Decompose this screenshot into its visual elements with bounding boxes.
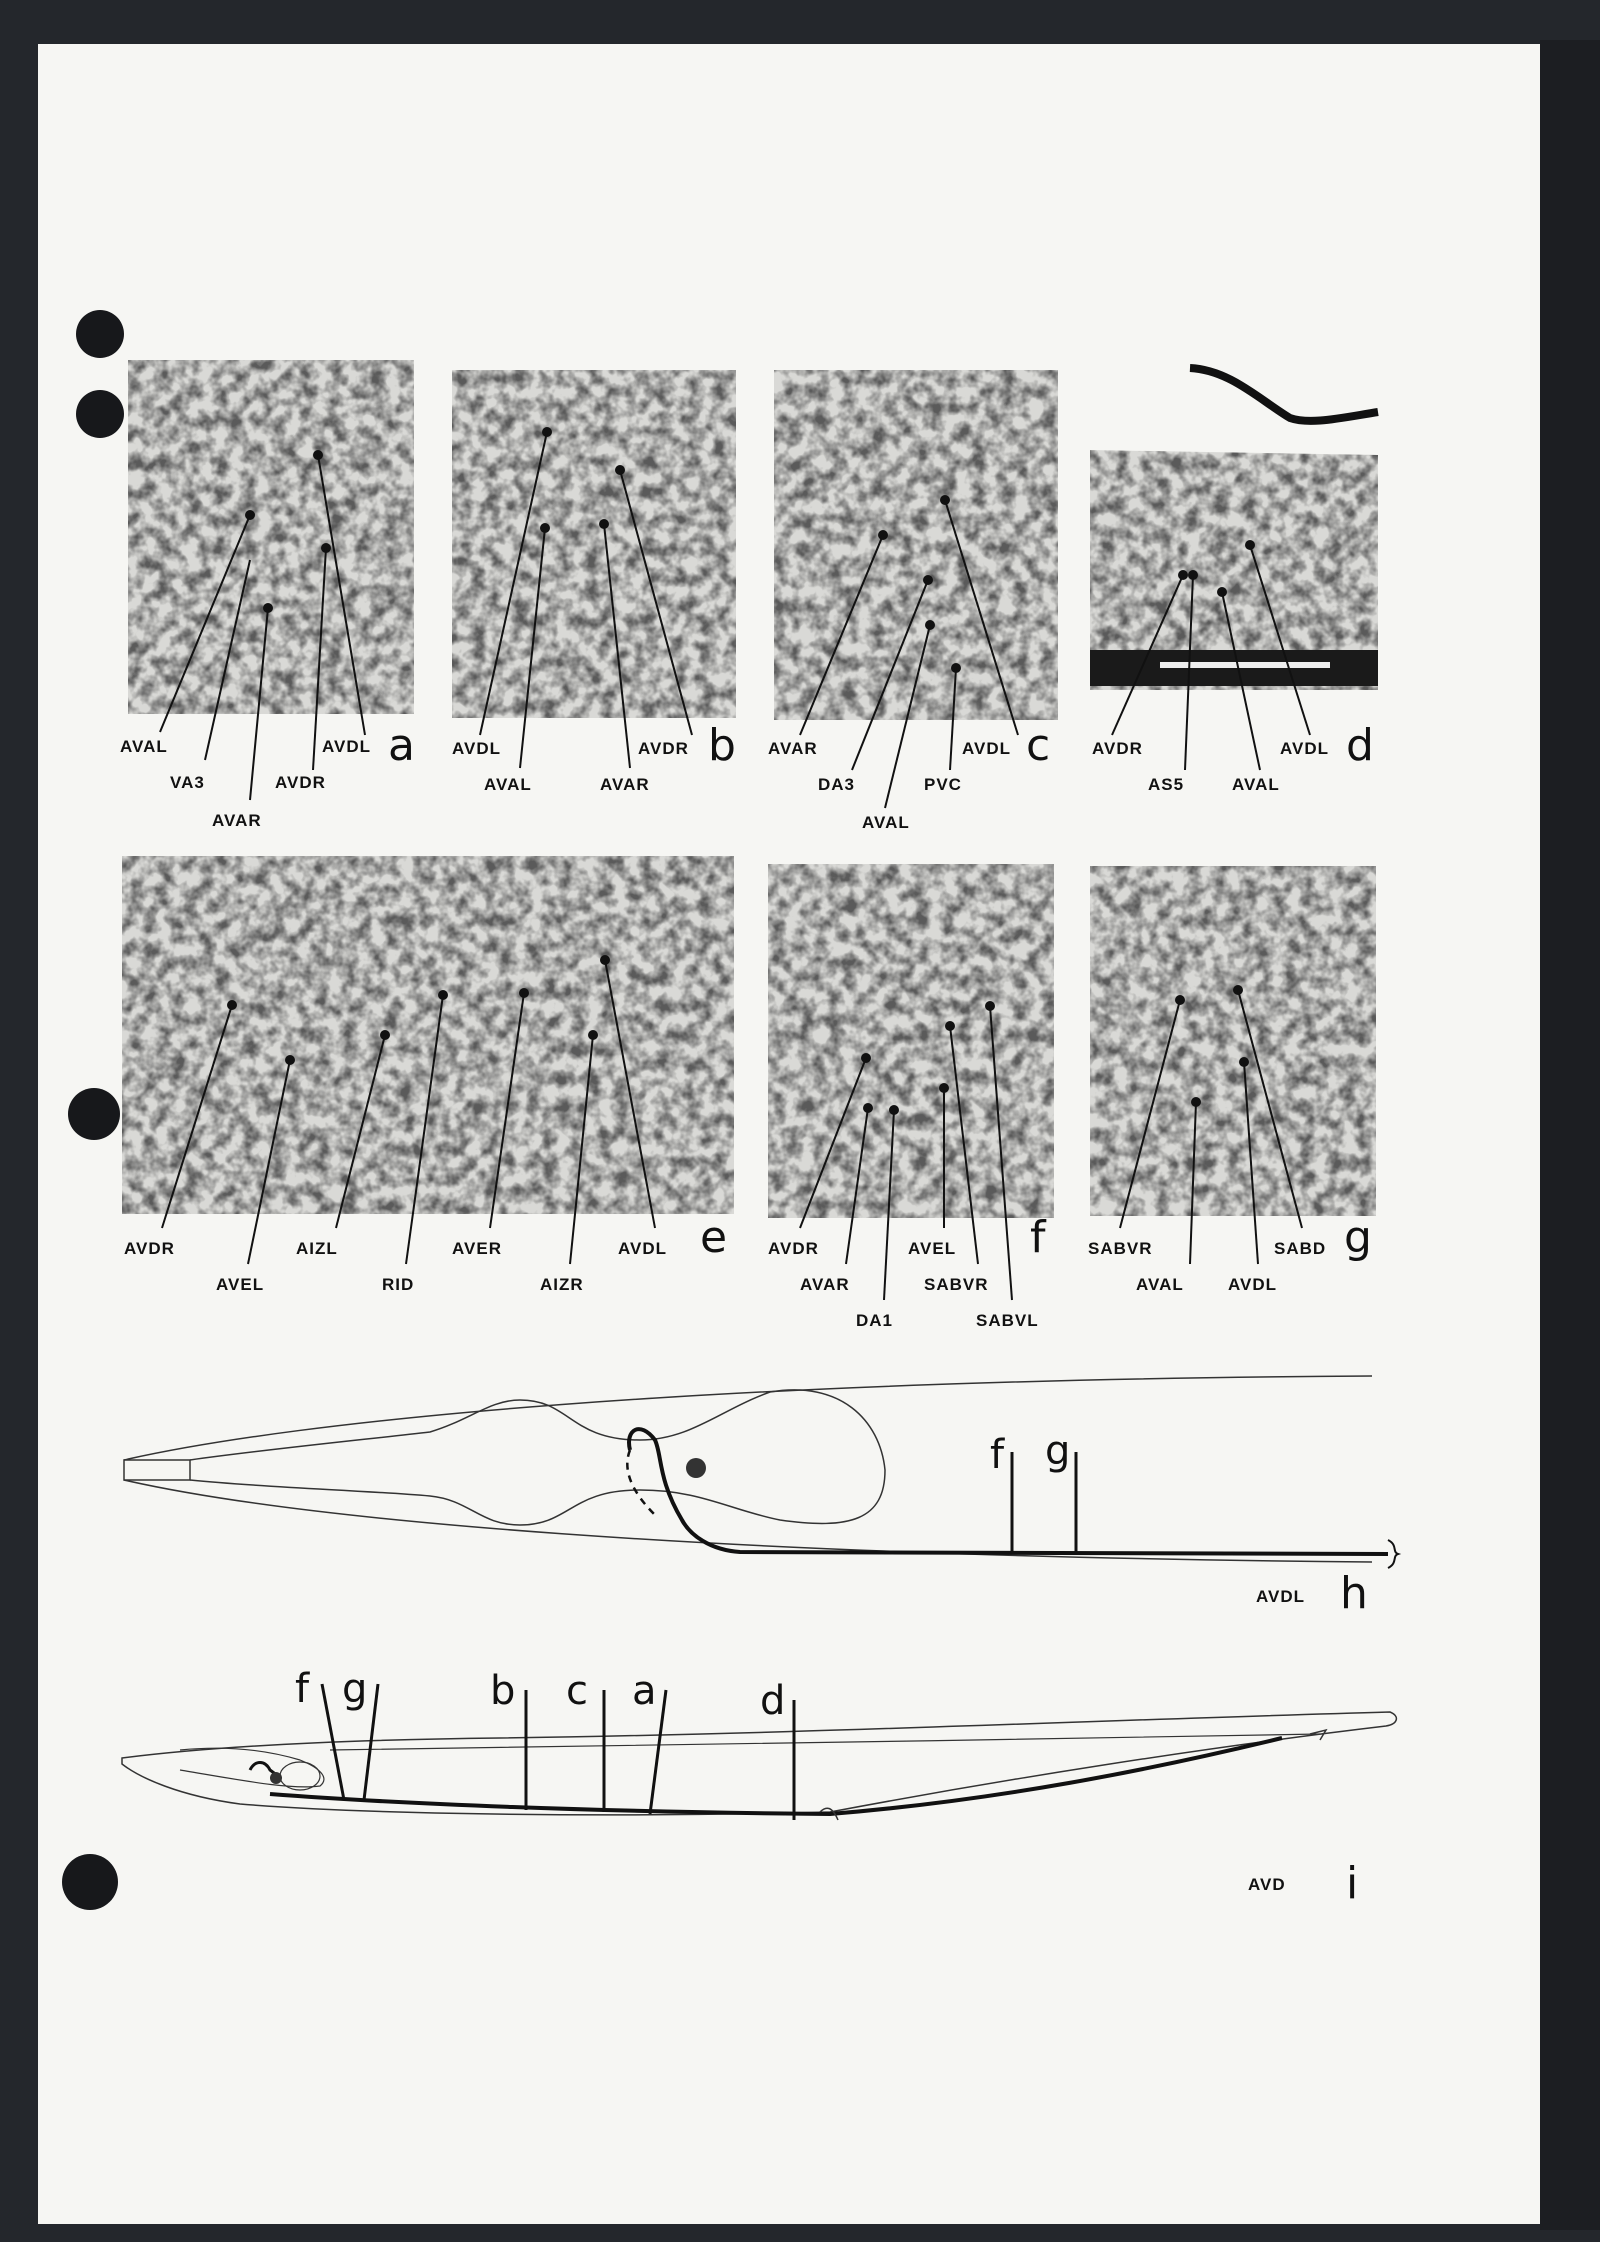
punch-hole — [76, 390, 124, 438]
cuticle-highlight — [1160, 662, 1330, 668]
label-avdl: AVDL — [1228, 1275, 1278, 1294]
label-avdl: AVDL — [322, 737, 372, 756]
punch-hole — [68, 1088, 120, 1140]
label-aval: AVAL — [120, 737, 168, 756]
diagram-letter-h: h — [1340, 1568, 1368, 1619]
label-sabvr: SABVR — [924, 1275, 989, 1294]
em-texture — [768, 864, 1054, 1218]
diagram-letter-i: i — [1346, 1858, 1359, 1909]
avdl-cell-body — [686, 1458, 706, 1478]
label-aver: AVER — [452, 1239, 502, 1258]
label-sabvl: SABVL — [976, 1311, 1039, 1330]
label-pvc: PVC — [924, 775, 962, 794]
label-avdr: AVDR — [124, 1239, 175, 1258]
em-texture — [1090, 866, 1376, 1216]
label-avdl: AVDL — [1280, 739, 1330, 758]
em-texture — [774, 370, 1058, 720]
marker-d: d — [760, 1678, 786, 1724]
label-da1: DA1 — [856, 1311, 894, 1330]
panel-letter-d: d — [1346, 720, 1374, 771]
label-aizr: AIZR — [540, 1275, 584, 1294]
marker-f: f — [990, 1432, 1005, 1478]
label-avel: AVEL — [908, 1239, 957, 1258]
panel-letter-b: b — [708, 720, 736, 771]
panel-letter-f: f — [1030, 1212, 1046, 1263]
label-sabvr: SABVR — [1088, 1239, 1153, 1258]
avd-cell-body — [270, 1772, 282, 1784]
binder-edge — [1540, 40, 1600, 2230]
label-rid: RID — [382, 1275, 415, 1294]
label-da3: DA3 — [818, 775, 856, 794]
label-avar: AVAR — [600, 775, 650, 794]
label-sabd: SABD — [1274, 1239, 1327, 1258]
label-aval: AVAL — [862, 813, 910, 832]
panel-letter-a: a — [388, 720, 415, 771]
punch-hole — [62, 1854, 118, 1910]
label-avdr: AVDR — [638, 739, 689, 758]
label-avdr: AVDR — [275, 773, 326, 792]
punch-hole — [76, 310, 124, 358]
label-avar: AVAR — [768, 739, 818, 758]
label-va3: VA3 — [170, 773, 205, 792]
marker-g: g — [342, 1666, 368, 1712]
label-avdl: AVDL — [962, 739, 1012, 758]
marker-f: f — [295, 1666, 310, 1712]
marker-g: g — [1045, 1428, 1071, 1474]
label-aval: AVAL — [484, 775, 532, 794]
label-aval: AVAL — [1136, 1275, 1184, 1294]
label-avar: AVAR — [212, 811, 262, 830]
label-as5: AS5 — [1148, 775, 1185, 794]
label-avel: AVEL — [216, 1275, 265, 1294]
panel-letter-e: e — [700, 1212, 728, 1263]
caption-avdl: AVDL — [1256, 1587, 1306, 1606]
label-aizl: AIZL — [296, 1239, 338, 1258]
marker-c: c — [566, 1668, 588, 1714]
label-avdr: AVDR — [1092, 739, 1143, 758]
marker-a: a — [632, 1668, 657, 1714]
label-avdr: AVDR — [768, 1239, 819, 1258]
panel-letter-g: g — [1344, 1212, 1372, 1263]
marker-b: b — [490, 1668, 516, 1714]
panel-letter-c: c — [1026, 720, 1051, 771]
caption-avd: AVD — [1248, 1875, 1286, 1894]
label-aval: AVAL — [1232, 775, 1280, 794]
label-avdl: AVDL — [452, 739, 502, 758]
em-texture — [128, 360, 414, 714]
label-avar: AVAR — [800, 1275, 850, 1294]
label-avdl: AVDL — [618, 1239, 668, 1258]
